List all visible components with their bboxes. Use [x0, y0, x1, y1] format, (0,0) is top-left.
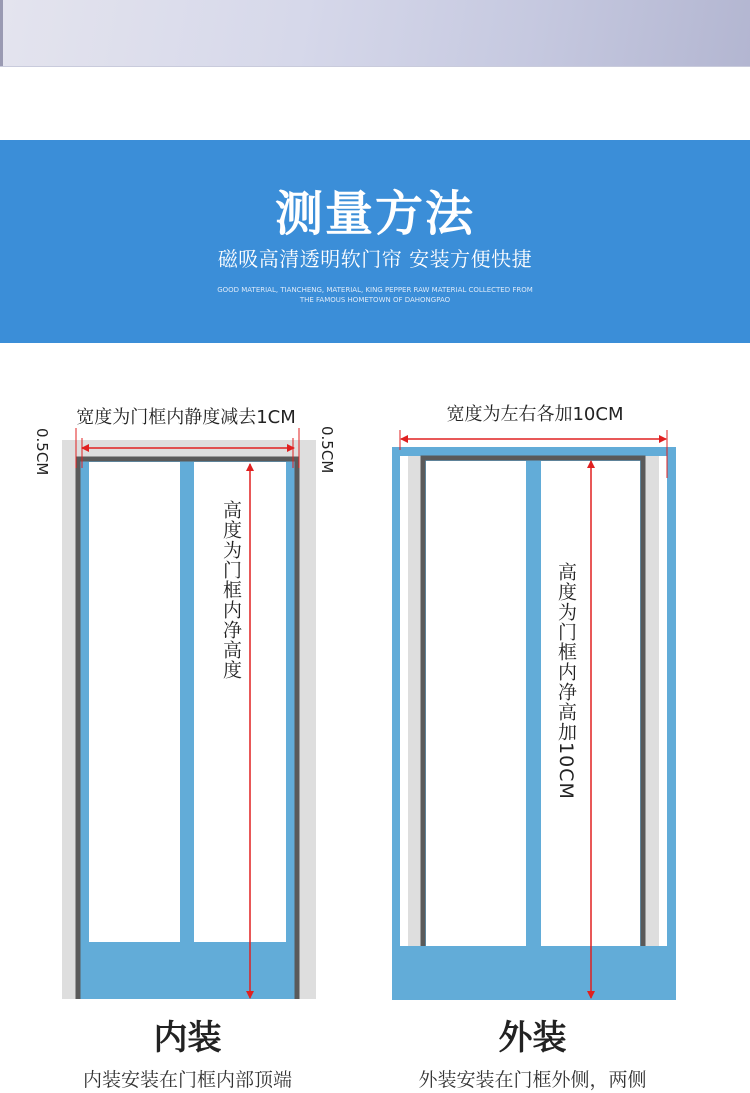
inner-caption — [40, 1018, 335, 1092]
banner-english-line-1: GOOD MATERIAL, TIANCHENG, MATERIAL, KING PEPPER RAW MATERIAL COLLECTED FROM — [217, 286, 533, 294]
outer-width-label: 宽度为左右各加10CM — [446, 404, 624, 425]
inner-width-label: 宽度为门框内静度减去1CM — [76, 407, 296, 428]
outer-wall-left-inner — [408, 456, 422, 946]
inner-caption-desc: 内装安装在门框内部顶端 — [82, 1069, 292, 1091]
outer-caption-desc: 外装安装在门框外侧，两侧 — [418, 1069, 647, 1091]
outer-height-label: 高度为门框内净高加10CM — [555, 562, 577, 800]
inner-height-label: 高度为门框内净高度 — [220, 500, 242, 680]
banner-subtitle: 磁吸高清透明软门帘 安装方便快捷 — [217, 247, 533, 271]
inner-gap-right-label: 0.5CM — [318, 426, 336, 474]
outer-install-diagram — [392, 404, 676, 1000]
inner-install-diagram — [33, 407, 336, 999]
inner-curtain-window-left — [89, 462, 180, 942]
banner-title: 测量方法 — [274, 186, 475, 242]
inner-caption-title: 内装 — [153, 1018, 222, 1058]
outer-caption-title: 外装 — [498, 1018, 567, 1058]
inner-gap-left-label: 0.5CM — [33, 428, 51, 476]
outer-caption — [385, 1018, 680, 1092]
outer-curtain-window-left — [426, 461, 526, 946]
banner-english-line-2: THE FAMOUS HOMETOWN OF DAHONGPAO — [299, 296, 451, 304]
